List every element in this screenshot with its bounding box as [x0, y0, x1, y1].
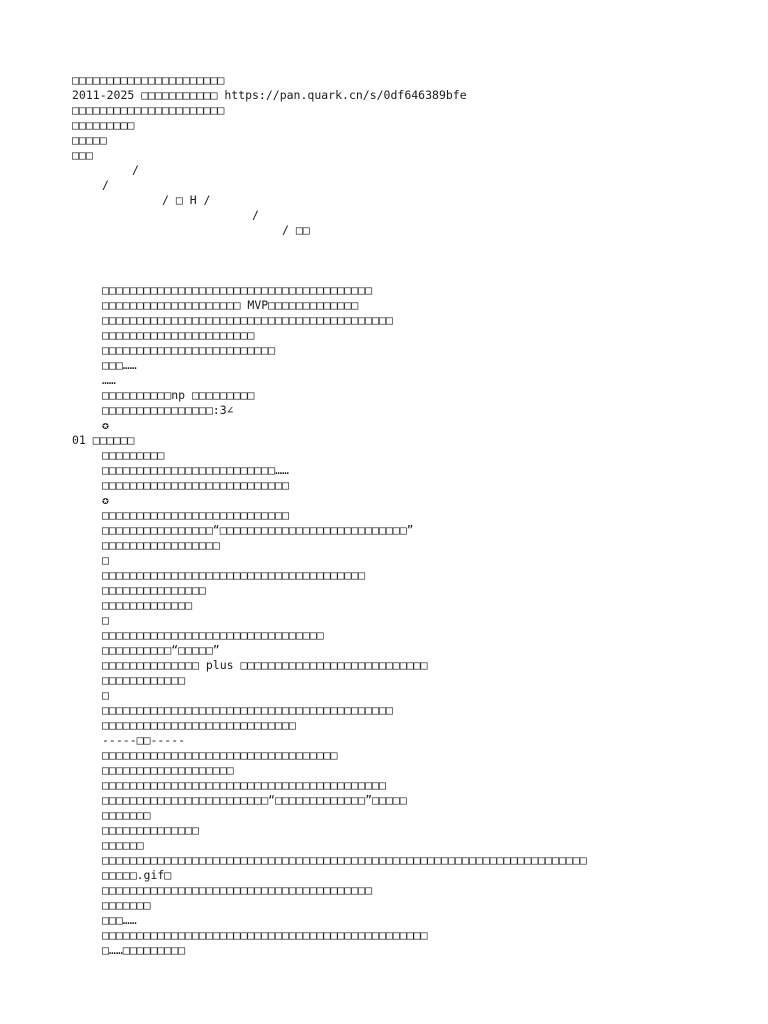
body-line: □□□□□□□□□□np □□□□□□□□□ — [102, 388, 255, 402]
section-line: □□□□□□□□□□□□□□□□□□□□□□□□□□□ — [102, 478, 289, 492]
section-line: □□□□□□□□□□□□□□□□□□□□□□□□□□□□□□□□ — [102, 628, 324, 642]
section-01-lines — [0, 448, 768, 958]
section-line: □□□□□□□□□□□□□□□□“□□□□□□□□□□□□□□□□□□□□□□□□□□□” — [102, 523, 414, 537]
section-line: □□□…… — [102, 913, 137, 927]
divider-line: -----□□----- — [102, 733, 186, 747]
body-line: □□□…… — [102, 358, 137, 372]
body-line: □□□□□□□□□□□□□□□□:3∠ — [102, 403, 234, 417]
body-line: □□□□□□□□□□□□□□□□□□□□□□□□□ — [102, 343, 276, 357]
section-line: □□□□□□□□□□□□□□□□□□□□□□□□□□□□□□□□□□ — [102, 748, 338, 762]
slash-text: / — [252, 208, 259, 222]
section-line: □□□□□□□□□□□□□□□□□□□□□□□□□□□ — [102, 508, 289, 522]
section-line: □□□□□□□□□□“□□□□□” — [102, 643, 220, 657]
body-line: □□□□□□□□□□□□□□□□□□□□□□ — [102, 328, 255, 342]
body-line: □□□□□□□□□□□□□□□□□□□□ MVP□□□□□□□□□□□□□ — [102, 298, 359, 312]
slash-row — [0, 223, 768, 238]
section-line: □□□□□□□□□□□□□□□□□□□□□□□□□□□□□□□□□□□□□□□□□□□□□□□ — [102, 928, 428, 942]
section-line: □□□□□□□□□□□□□□□□□□□□□□□□□□□□□□□□□□□□□□□□□□□□□□□□□□□□□□□□□□□□□□□□□□□□□□ — [102, 853, 587, 867]
header-line: □□□□□□□□□□□□□□□□□□□□□□ — [72, 103, 225, 117]
slash-text: / □□ — [282, 223, 310, 237]
slash-text: / □ H / — [162, 193, 211, 207]
section-line: □□□□□□□ — [102, 808, 151, 822]
slash-row — [0, 193, 768, 208]
section-line: □□□□□□□ — [102, 898, 151, 912]
slash-row — [0, 178, 768, 193]
document-page — [0, 73, 768, 958]
share-link-line[interactable]: 2011-2025 □□□□□□□□□□□ https://pan.quark.cn/s/0df646389bfe — [72, 88, 467, 102]
section-line: □□□□□□□□□□□□ — [102, 673, 186, 687]
section-line: □□□□□□ — [102, 838, 144, 852]
section-line: □□□□□□□□□□□□□□□□□ — [102, 538, 220, 552]
slash-row — [0, 163, 768, 178]
section-line: □□□□□□□□□□□□□□□ — [102, 583, 206, 597]
section-line: □□□□□□□□□□□□□ — [102, 598, 193, 612]
slash-text: / — [132, 163, 139, 177]
slash-row — [0, 208, 768, 223]
header-line: □□□□□□□□□□□□□□□□□□□□□□ — [72, 73, 225, 87]
spacer — [0, 238, 768, 283]
section-line: □□□□□□□□□□□□□□□□□□□□□□□□□□□□□□□□□□□□□□□ — [102, 883, 373, 897]
body-line: □□□□□□□□□□□□□□□□□□□□□□□□□□□□□□□□□□□□□□□ — [102, 283, 373, 297]
section-line: □□□□□□□□□□□□□□ — [102, 823, 199, 837]
section-line: □……□□□□□□□□□ — [102, 943, 186, 957]
section-heading: 01 □□□□□□ — [72, 433, 135, 447]
body-line: …… — [102, 373, 116, 387]
flower-icon: ✪ — [102, 493, 109, 507]
header-line: □□□□□ — [72, 133, 107, 147]
section-line: □□□□□□□□□□□□□□ plus □□□□□□□□□□□□□□□□□□□□□□□□□□□ — [102, 658, 428, 672]
section-line: □ — [102, 613, 109, 627]
header-line: □□□ — [72, 148, 93, 162]
section-line: □□□□□□□□□□□□□□□□□□□□□□□□□□□□□□□□□□□□□□ — [102, 568, 366, 582]
section-line: □□□□□□□□□ — [102, 448, 165, 462]
section-line: □□□□□□□□□□□□□□□□□□□□□□□□□□□□□□□□□□□□□□□□□ — [102, 778, 386, 792]
section-line: □ — [102, 553, 109, 567]
body-line: □□□□□□□□□□□□□□□□□□□□□□□□□□□□□□□□□□□□□□□□□□ — [102, 313, 393, 327]
section-line: □□□□□□□□□□□□□□□□□□□□□□□□□□□□ — [102, 718, 296, 732]
gif-line: □□□□□.gif□ — [102, 868, 172, 882]
body-paragraphs — [0, 283, 768, 433]
section-line: □□□□□□□□□□□□□□□□□□□ — [102, 763, 234, 777]
section-line: □□□□□□□□□□□□□□□□□□□□□□□□“□□□□□□□□□□□□□”□□□□□ — [102, 793, 407, 807]
header-line: □□□□□□□□□ — [72, 118, 135, 132]
section-line: □□□□□□□□□□□□□□□□□□□□□□□□□□□□□□□□□□□□□□□□□□ — [102, 703, 393, 717]
slash-text: / — [102, 178, 109, 192]
section-line: □ — [102, 688, 109, 702]
section-line: □□□□□□□□□□□□□□□□□□□□□□□□□…… — [102, 463, 289, 477]
flower-icon: ✪ — [102, 418, 109, 432]
